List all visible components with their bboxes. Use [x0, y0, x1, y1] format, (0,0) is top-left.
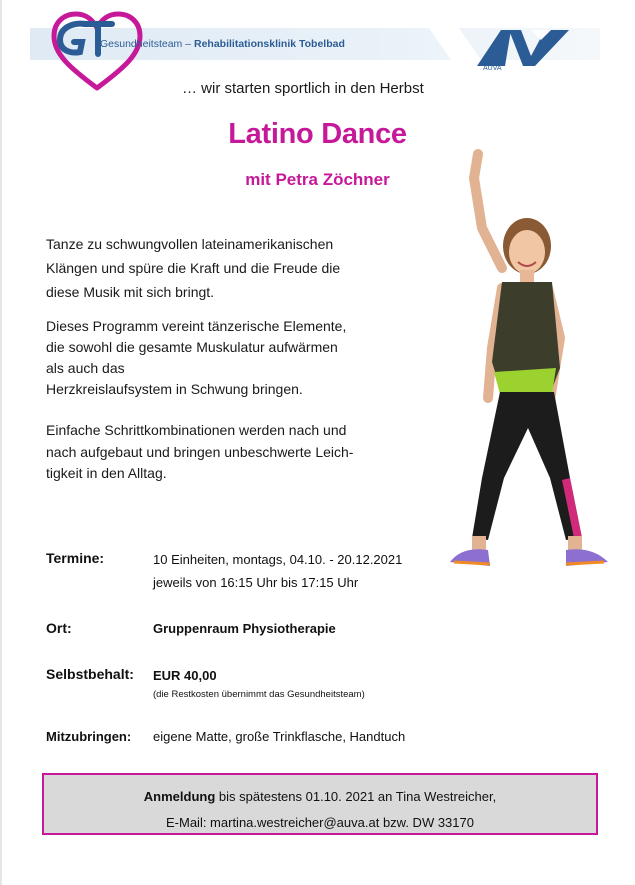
auva-text: AUVA — [483, 65, 502, 72]
registration-box — [42, 773, 598, 835]
ort-label: Ort: — [46, 620, 72, 636]
termine-dates: 10 Einheiten, montags, 04.10. - 20.12.2021 — [153, 552, 403, 567]
page-title: Latino Dance — [228, 118, 407, 150]
selbstbehalt-note: (die Restkosten übernimmt das Gesundheitsteam) — [153, 689, 365, 700]
steps-paragraph: Einfache Schrittkombinationen werden nach und nach aufgebaut und bringen unbeschwerte Leich- tigkeit in den Alltag. — [46, 422, 354, 481]
program-paragraph: Dieses Programm vereint tänzerische Elemente, die sowohl die gesamte Muskulatur aufwärmen als auch das Herzkreislaufsystem in Schwung bringen. — [46, 318, 347, 397]
selbstbehalt-value: EUR 40,00 — [153, 668, 217, 683]
termine-label: Termine: — [46, 550, 105, 566]
registration-deadline: Anmeldung bis spätestens 01.10. 2021 an Tina Westreicher, — [143, 789, 497, 804]
gt-heart-logo-icon — [50, 10, 145, 92]
termine-times: jeweils von 16:15 Uhr bis 17:15 Uhr — [153, 575, 359, 590]
registration-email: E-Mail: martina.westreicher@auva.at bzw. DW 33170 — [166, 815, 474, 830]
page-subtitle: mit Petra Zöchner — [245, 170, 390, 189]
ort-value: Gruppenraum Physiotherapie — [153, 621, 336, 636]
intro-paragraph: Tanze zu schwungvollen lateinamerikanischen Klängen und spüre die Kraft und die Freude die diese Musik mit sich bringt. — [46, 236, 341, 300]
tagline: … wir starten sportlich in den Herbst — [182, 80, 424, 97]
mitzubringen-value: eigene Matte, große Trinkflasche, Handtuch — [153, 729, 406, 744]
selbstbehalt-label: Selbstbehalt: — [46, 666, 134, 682]
clinic-name: Gesundheitsteam – Rehabilitationsklinik Tobelbad — [100, 38, 345, 50]
mitzubringen-label: Mitzubringen: — [46, 729, 132, 744]
auva-logo-icon — [475, 26, 571, 72]
dancer-illustration — [432, 148, 612, 588]
